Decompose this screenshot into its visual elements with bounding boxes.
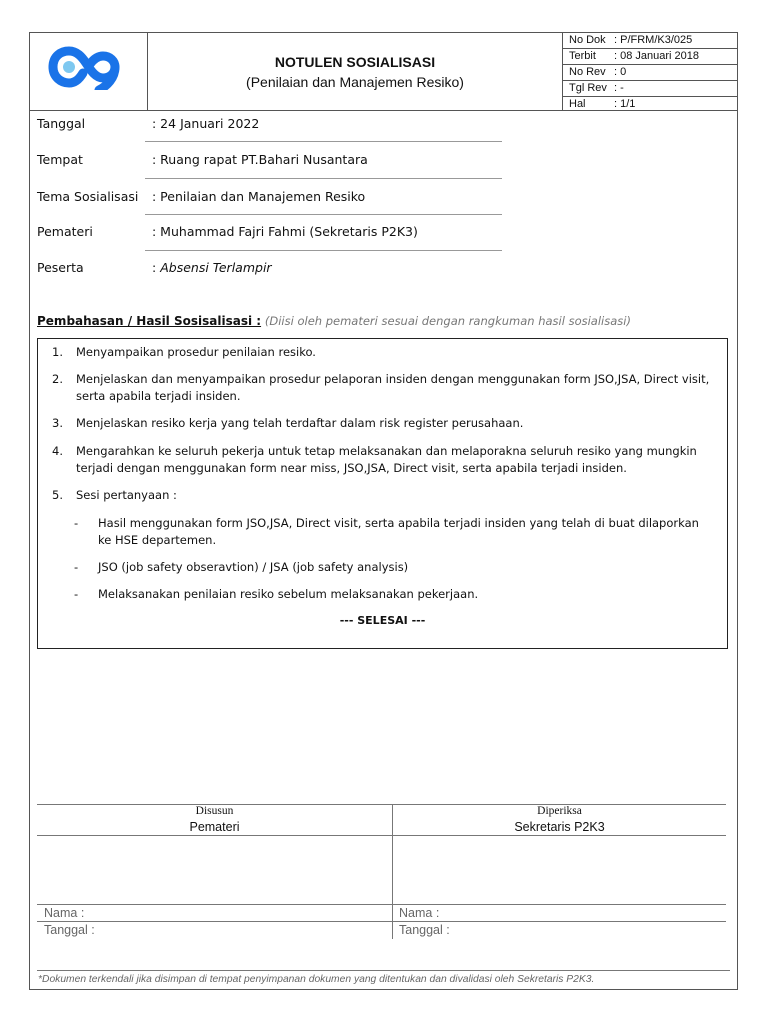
divider [145, 250, 502, 251]
document-subtitle: (Penilaian dan Manajemen Resiko) [246, 74, 464, 90]
info-value-prefix: : [152, 260, 157, 275]
meta-value: : 08 Januari 2018 [614, 50, 700, 62]
meta-value: : 0 [614, 66, 627, 78]
item-text: Menjelaskan dan menyampaikan prosedur pelaporan insiden dengan menggunakan form JSO,JSA, Direct visit, serta apabila terjadi insiden. [76, 372, 710, 403]
info-value: : Muhammad Fajri Fahmi (Sekretaris P2K3) [152, 224, 418, 239]
info-value: : 24 Januari 2022 [152, 116, 260, 131]
divider [37, 970, 730, 971]
sub-item-dash: - [74, 560, 79, 574]
info-label: Tanggal [37, 116, 86, 131]
item-number: 4. [52, 444, 63, 458]
item-number: 1. [52, 345, 63, 359]
info-label: Tema Sosialisasi [37, 189, 139, 204]
info-label: Tempat [37, 152, 83, 167]
meta-key: No Rev [569, 66, 606, 78]
company-logo-icon [45, 44, 127, 90]
info-value-italic: Absensi Terlampir [160, 260, 272, 275]
divider [37, 921, 726, 922]
sig-left-title: Pemateri [189, 820, 240, 834]
item-text: Sesi pertanyaan : [76, 488, 177, 502]
pembahasan-heading [37, 314, 631, 328]
meta-value: : 1/1 [614, 98, 636, 110]
document-header [30, 33, 737, 111]
sub-item-text: JSO (job safety obseravtion) / JSA (job safety analysis) [98, 560, 409, 574]
item-number: 2. [52, 372, 63, 386]
meta-key: Terbit [569, 50, 596, 62]
item-number: 3. [52, 416, 63, 430]
meta-key: No Dok [569, 34, 606, 46]
document-page [29, 32, 738, 990]
sub-item-dash: - [74, 587, 79, 601]
sub-item-text: Hasil menggunakan form JSO,JSA, Direct visit, serta apabila terjadi insiden yang telah di buat dilaporkan ke HSE departemen. [98, 516, 699, 547]
logo-cell [30, 33, 148, 110]
item-text: Menyampaikan prosedur penilaian resiko. [76, 345, 316, 359]
sig-right-title: Sekretaris P2K3 [514, 820, 605, 834]
title-cell [148, 33, 562, 110]
item-text: Mengarahkan ke seluruh pekerja untuk tetap melaksanakan dan melaporakna seluruh resiko yang mungkin terjadi dengan menggunakan form near miss, JSO,JSA, Direct visit, serta apabila terjadi insiden. [76, 444, 697, 475]
sig-left-nama: Nama : [44, 906, 85, 920]
meta-key: Hal [569, 98, 586, 110]
meta-row-no-dok [563, 33, 738, 49]
pembahasan-label: Pembahasan / Hasil Sosisalisasi : [37, 314, 262, 328]
divider [145, 141, 502, 142]
sub-item-dash: - [74, 516, 79, 530]
footer-note: *Dokumen terkendali jika disimpan di tempat penyimpanan dokumen yang ditentukan dan divalidasi oleh Sekretaris P2K3. [38, 974, 595, 985]
sub-item-text: Melaksanakan penilaian resiko sebelum melaksanakan pekerjaan. [98, 587, 479, 601]
pembahasan-note: (Diisi oleh pemateri sesuai dengan rangkuman hasil sosialisasi) [264, 314, 631, 328]
meta-value: : P/FRM/K3/025 [614, 34, 693, 46]
item-text: Menjelaskan resiko kerja yang telah terdaftar dalam risk register perusahaan. [76, 416, 524, 430]
info-value: : Ruang rapat PT.Bahari Nusantara [152, 152, 368, 167]
meta-row-hal [563, 97, 738, 112]
info-label: Pemateri [37, 224, 93, 239]
meta-key: Tgl Rev [569, 82, 607, 94]
meta-row-no-rev [563, 65, 738, 81]
divider [37, 835, 726, 836]
info-value: : Penilaian dan Manajemen Resiko [152, 189, 366, 204]
sig-right-tanggal: Tanggal : [399, 923, 450, 937]
end-marker: --- SELESAI --- [339, 614, 426, 627]
document-meta-table [562, 33, 738, 110]
meta-row-tgl-rev [563, 81, 738, 97]
signature-block [37, 804, 726, 939]
info-label: Peserta [37, 260, 84, 275]
divider [145, 214, 502, 215]
divider [37, 904, 726, 905]
sig-left-tanggal: Tanggal : [44, 923, 95, 937]
meta-value: : - [614, 82, 624, 94]
info-value [152, 260, 272, 275]
sig-right-nama: Nama : [399, 906, 440, 920]
meta-row-terbit [563, 49, 738, 65]
sig-left-role: Disusun [195, 805, 234, 817]
sig-right-role: Diperiksa [537, 805, 582, 817]
discussion-box [37, 338, 728, 649]
document-title: NOTULEN SOSIALISASI [274, 54, 436, 70]
divider [145, 178, 502, 179]
item-number: 5. [52, 488, 63, 502]
